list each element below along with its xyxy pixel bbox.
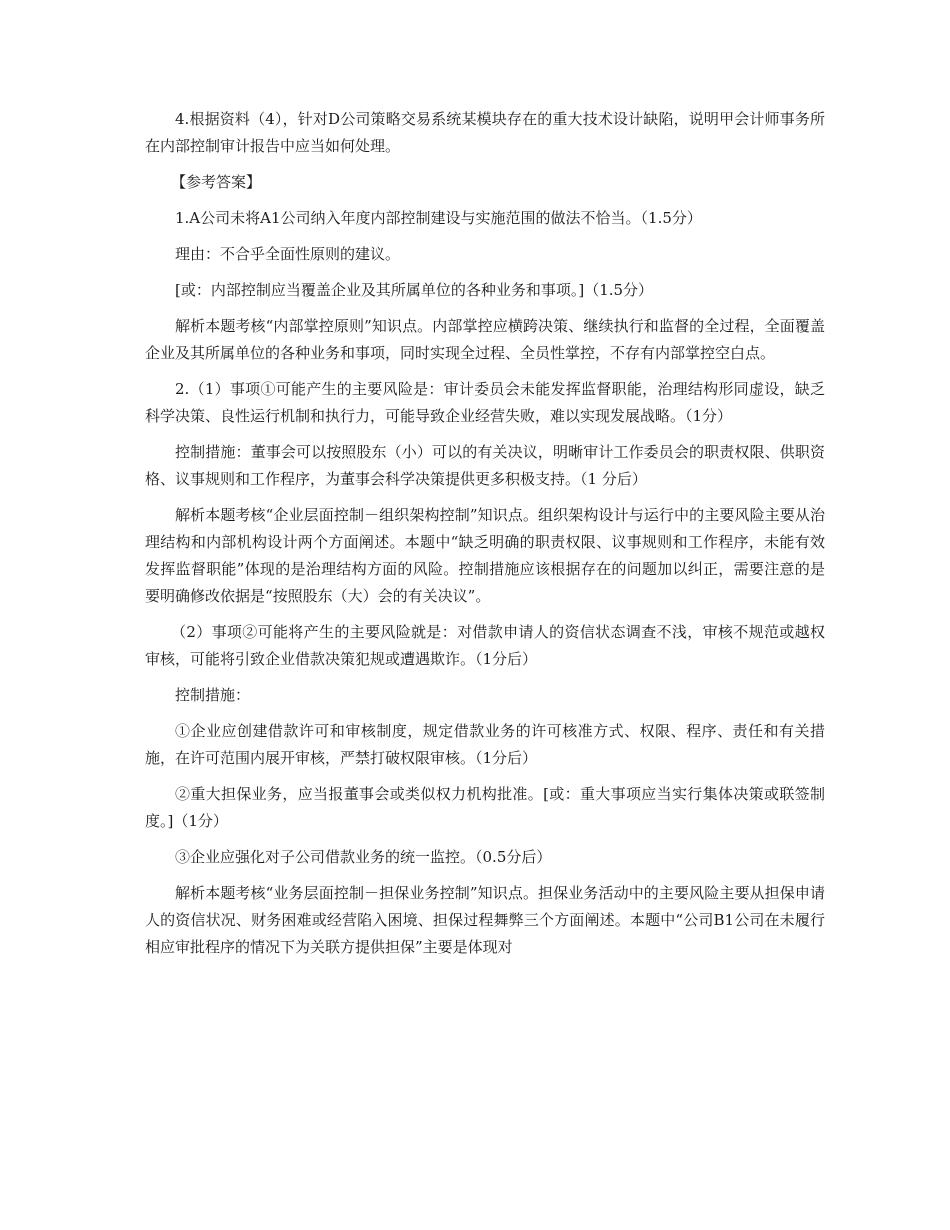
answer-2-2-risk: （2）事项②可能将产生的主要风险就是：对借款申请人的资信状态调查不浅，审核不规范或越权审核，可能将引致企业借款决策犯规或遭遇欺诈。（1分后） [145, 623, 825, 668]
answer-2-2-control-heading: 控制措施： [175, 686, 251, 704]
question-4: 4.根据资料（4），针对D公司策略交易系统某模块存在的重大技术设计缺陷，说明甲会计师事务所在内部控制审计报告中应当如何处理。 [145, 110, 825, 155]
answer-2-2-control-2: ②重大担保业务，应当报董事会或类似权力机构批准。[或：重大事项应当实行集体决策或联签制度。]（1分） [145, 785, 825, 830]
answer-2-1-risk: 2.（1）事项①可能产生的主要风险是：审计委员会未能发挥监督职能，治理结构形同虚设，缺乏科学决策、良性运行机制和执行力，可能导致企业经营失败，难以实现发展战略。（1分） [145, 380, 825, 425]
answer-2-2-control-3: ③企业应强化对子公司借款业务的统一监控。（0.5分后） [175, 848, 552, 866]
answer-2-2-control-1: ①企业应创建借款许可和审核制度，规定借款业务的许可核准方式、权限、程序、责任和有关措施，在许可范围内展开审核，严禁打破权限审核。（1分后） [145, 722, 825, 767]
answer-2-2-analysis: 解析本题考核“业务层面控制－担保业务控制”知识点。担保业务活动中的主要风险主要从担保申请人的资信状况、财务困难或经营陷入困境、担保过程舞弊三个方面阐述。本题中“公司B1公司在未履行相应审批程序的情况下为关联方提供担保”主要是体现对 [145, 884, 825, 956]
answer-1-analysis: 解析本题考核“内部掌控原则”知识点。内部掌控应横跨决策、继续执行和监督的全过程，全面覆盖企业及其所属单位的各种业务和事项，同时实现全过程、全员性掌控，不存有内部掌控空白点。 [145, 317, 825, 362]
answer-1: 1.A公司未将A1公司纳入年度内部控制建设与实施范围的做法不恰当。（1.5分） [175, 209, 702, 227]
answer-1-reason: 理由：不合乎全面性原则的建议。 [175, 245, 401, 263]
answer-1-alternative: [或：内部控制应当覆盖企业及其所属单位的各种业务和事项。]（1.5分） [175, 281, 654, 299]
reference-answer-heading: 【参考答案】 [171, 173, 262, 191]
document-page [145, 106, 825, 970]
answer-2-1-control: 控制措施：董事会可以按照股东（小）可以的有关决议，明晰审计工作委员会的职责权限、供职资格、议事规则和工作程序，为董事会科学决策提供更多积极支持。（1 分后） [145, 443, 825, 488]
answer-2-1-analysis: 解析本题考核“企业层面控制－组织架构控制”知识点。组织架构设计与运行中的主要风险主要从治理结构和内部机构设计两个方面阐述。本题中“缺乏明确的职责权限、议事规则和工作程序，未能有效发挥监督职能”体现的是治理结构方面的风险。控制措施应该根据存在的问题加以纠正，需要注意的是要明确修改依据是“按照股东（大）会的有关决议”。 [145, 506, 825, 605]
